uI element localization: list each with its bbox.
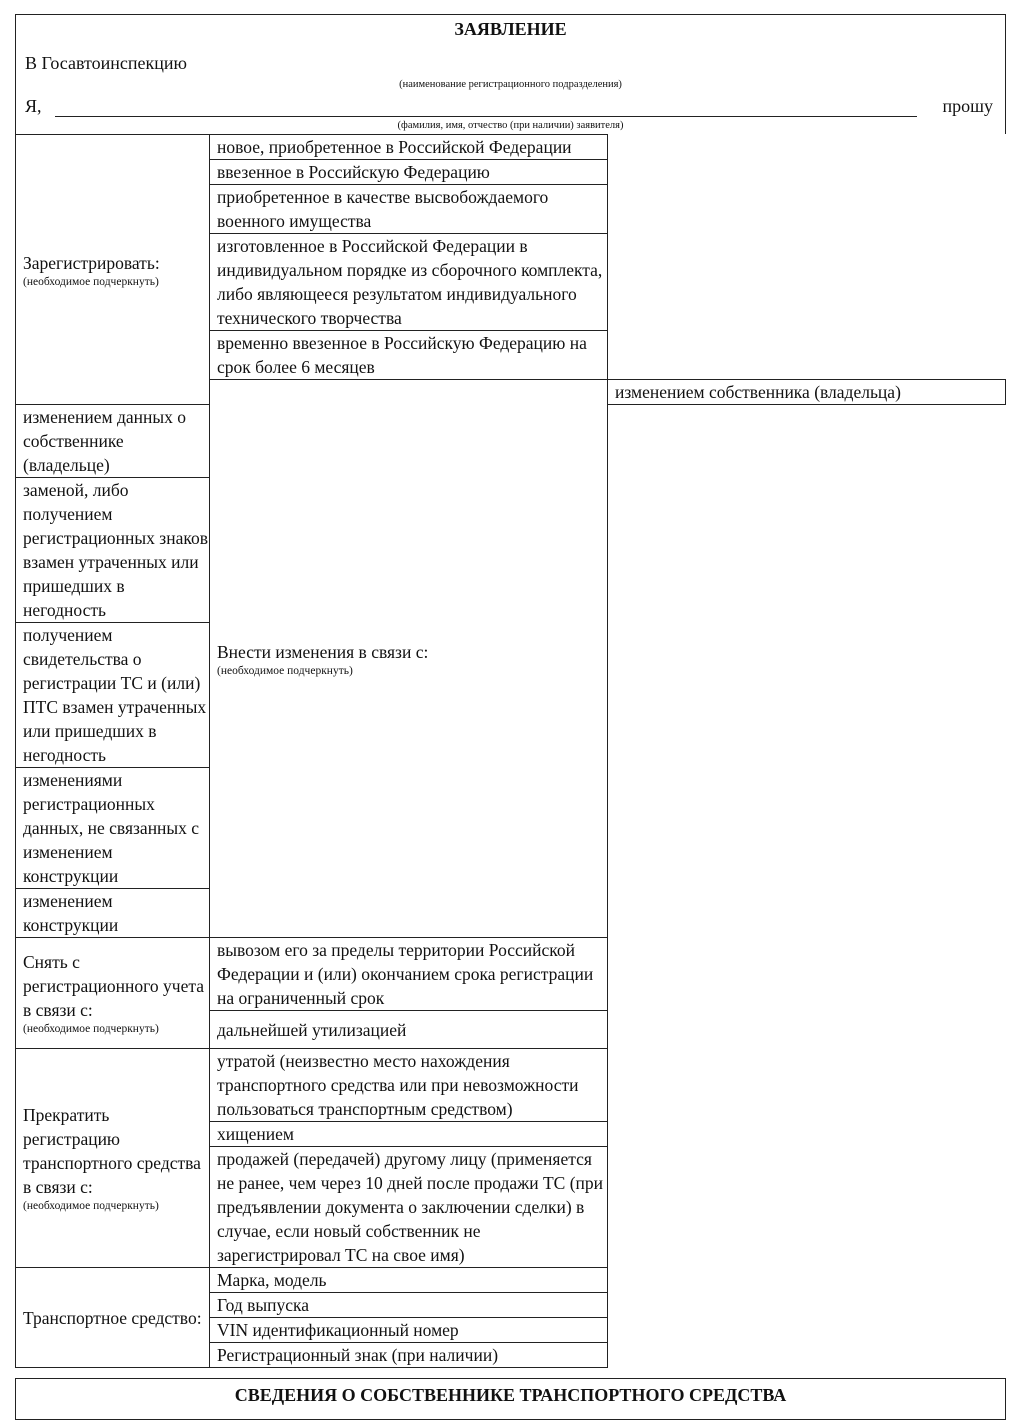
option-change-certificate[interactable]: получением свидетельства о регистрации ТС и (или) ПТС взамен утраченных или пришедших в негодность <box>16 623 210 768</box>
applicant-hint: (фамилия, имя, отчество (при наличии) заявителя) <box>397 120 624 131</box>
option-terminate-sale[interactable]: продажей (передачей) другому лицу (применяется не ранее, чем через 10 дней после продажи ТС (при предъявлении документа о заключении сделки) в случае, если новый собственник не зарегистрировал ТС на свое имя) <box>210 1147 608 1268</box>
table-row <box>16 938 1006 1011</box>
option-deregister-export[interactable]: вывозом его за пределы территории Российской Федерации и (или) окончанием срока регистрации на ограниченный срок <box>210 938 608 1011</box>
form-title: ЗАЯВЛЕНИЕ <box>454 19 567 39</box>
option-change-owner-data[interactable]: изменением данных о собственнике (владельце) <box>16 405 210 478</box>
option-change-plates[interactable]: заменой, либо получением регистрационных знаков взамен утраченных или пришедших в негодность <box>16 478 210 623</box>
table-row <box>16 1268 1006 1293</box>
option-register-temporary[interactable]: временно ввезенное в Российскую Федерацию на срок более 6 месяцев <box>210 331 608 380</box>
applicant-name-field[interactable] <box>55 116 917 117</box>
section-deregister-label: Снять с регистрационного учета в связи с: (необходимое подчеркнуть) <box>16 938 210 1049</box>
option-change-owner[interactable]: изменением собственника (владельца) <box>608 380 1006 405</box>
recipient-line: В Госавтоинспекцию <box>25 53 187 73</box>
owner-section <box>15 1378 1006 1420</box>
option-change-construction[interactable]: изменением конструкции <box>16 889 210 938</box>
section-register-label: Зарегистрировать: (необходимое подчеркнуть) <box>16 135 210 405</box>
form-header <box>15 14 1006 134</box>
section-vehicle-label: Транспортное средство: <box>16 1268 210 1368</box>
option-register-new[interactable]: новое, приобретенное в Российской Федерации <box>210 135 608 160</box>
table-row <box>16 135 1006 160</box>
field-make-model[interactable]: Марка, модель <box>210 1268 608 1293</box>
recipient-hint: (наименование регистрационного подразделения) <box>399 79 622 90</box>
field-vin[interactable]: VIN идентификационный номер <box>210 1318 608 1343</box>
option-register-kit[interactable]: изготовленное в Российской Федерации в индивидуальном порядке из сборочного комплекта, либо являющееся результатом индивидуального технического творчества <box>210 234 608 331</box>
section-terminate-label: Прекратить регистрацию транспортного средства в связи с: (необходимое подчеркнуть) <box>16 1049 210 1268</box>
options-table <box>15 134 1006 1368</box>
section-changes-label: Внести изменения в связи с: (необходимое подчеркнуть) <box>210 380 608 938</box>
option-terminate-theft[interactable]: хищением <box>210 1122 608 1147</box>
option-change-reg-data[interactable]: изменениями регистрационных данных, не связанных с изменением конструкции <box>16 768 210 889</box>
applicant-suffix: прошу <box>942 96 993 116</box>
application-form <box>15 14 1006 1420</box>
option-terminate-loss[interactable]: утратой (неизвестно место нахождения транспортного средства или при невозможности пользоваться транспортным средством) <box>210 1049 608 1122</box>
field-plate[interactable]: Регистрационный знак (при наличии) <box>210 1343 608 1368</box>
option-deregister-recycle[interactable]: дальнейшей утилизацией <box>210 1011 608 1049</box>
option-register-military[interactable]: приобретенное в качестве высвобождаемого военного имущества <box>210 185 608 234</box>
table-row <box>16 1049 1006 1122</box>
applicant-prefix: Я, <box>25 96 42 116</box>
field-year[interactable]: Год выпуска <box>210 1293 608 1318</box>
option-register-imported[interactable]: ввезенное в Российскую Федерацию <box>210 160 608 185</box>
owner-section-title: СВЕДЕНИЯ О СОБСТВЕННИКЕ ТРАНСПОРТНОГО СРЕДСТВА <box>234 1385 787 1405</box>
